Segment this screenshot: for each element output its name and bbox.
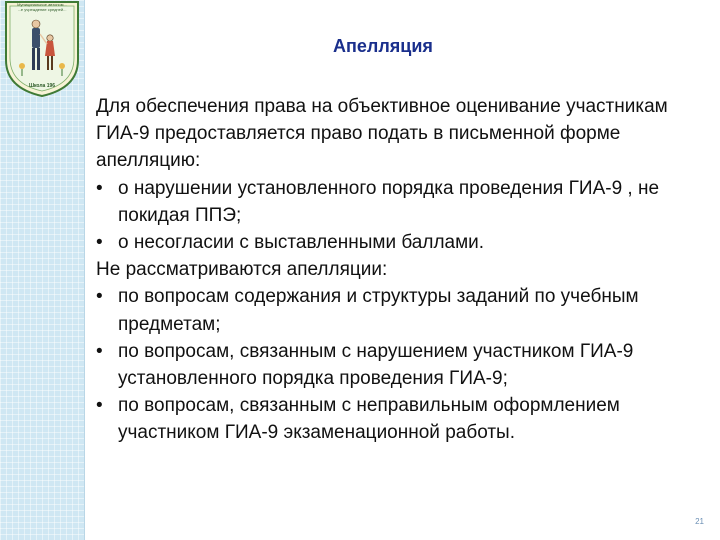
list-item (96, 392, 708, 446)
appeal-ground-1: о нарушении установленного порядка проведения ГИА-9 , не покидая ППЭ; (118, 177, 660, 226)
not-considered-2: по вопросам, связанным с нарушением участником ГИА-9 установленного порядка проведения ГИА-9; (118, 340, 634, 390)
bullet-mark: • (96, 232, 103, 254)
emblem-top-line-1: Муниципальное автоном... (17, 2, 67, 7)
slide-body (96, 93, 708, 447)
bullet-mark: • (96, 395, 103, 417)
intro-paragraph: Для обеспечения права на объективное оценивание участникам ГИА-9 предоставляется право подать в письменной форме апелляцию: (96, 96, 668, 172)
not-considered-1: по вопросам содержания и структуры заданий по учебным предметам; (118, 286, 639, 335)
slide-title: Апелляция (333, 36, 433, 56)
bullet-mark: • (96, 177, 103, 199)
list-item (96, 338, 708, 392)
left-decorative-sidebar (0, 0, 85, 540)
not-considered-3: по вопросам, связанным с неправильным оформлением участником ГИА-9 экзаменационной работы. (118, 395, 620, 444)
list-item (96, 175, 708, 229)
list-item (96, 229, 708, 256)
emblem-bottom-label: Школа 196 (28, 83, 56, 89)
page-number: 21 (695, 517, 704, 526)
list-item (96, 283, 708, 337)
bullet-mark: • (96, 286, 103, 308)
bullet-mark: • (96, 340, 103, 362)
emblem-top-line-2: ...е учреждение средней... (17, 7, 67, 12)
emblem-top-text (8, 2, 76, 12)
not-considered-heading: Не рассматриваются апелляции: (96, 259, 388, 281)
appeal-ground-2: о несогласии с выставленными баллами. (118, 232, 485, 254)
